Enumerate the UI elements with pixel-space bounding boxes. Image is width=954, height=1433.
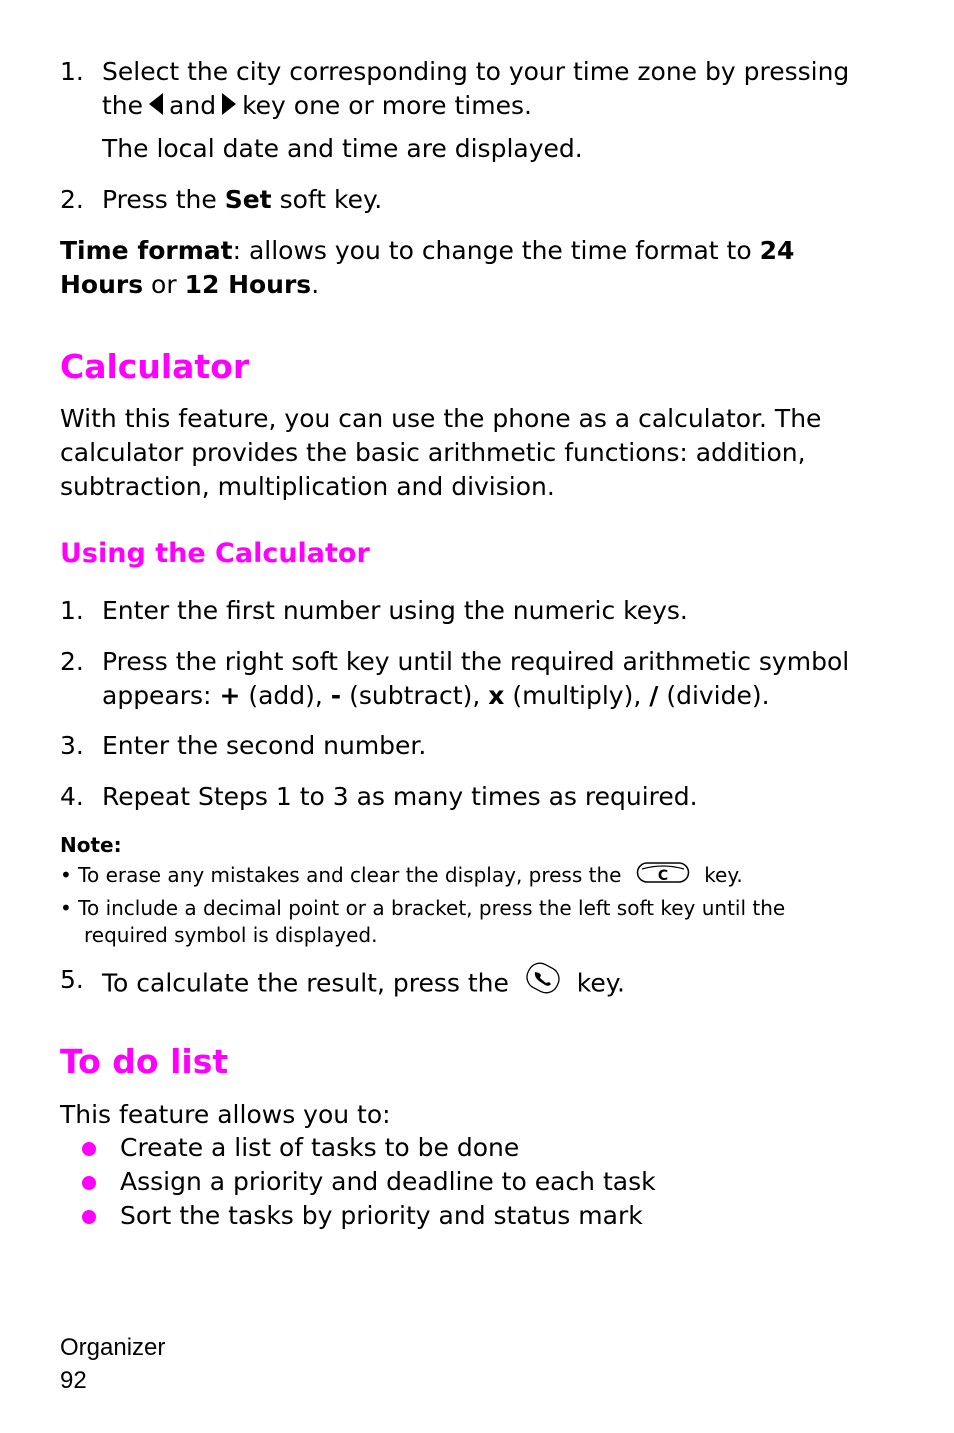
plus-symbol: + xyxy=(219,681,241,710)
calculator-heading: Calculator xyxy=(60,347,250,386)
page-number: 92 xyxy=(60,1367,87,1394)
multiply-symbol: x xyxy=(488,681,505,710)
step-text: To calculate the result, press the xyxy=(102,968,509,998)
list-item-text: Assign a priority and deadline to each task xyxy=(120,1167,656,1196)
send-key-icon xyxy=(525,961,563,1004)
add-text: (add), xyxy=(240,681,331,710)
footer-section-name: Organizer xyxy=(60,1334,166,1361)
step-number: 1. xyxy=(60,57,84,86)
note-text: key. xyxy=(704,863,743,887)
time-format-paragraph xyxy=(60,234,880,302)
option-24: 24 xyxy=(759,236,795,265)
step-subtext: The local date and time are displayed. xyxy=(102,134,583,163)
or-text: or xyxy=(143,270,185,299)
step-text: Press the xyxy=(102,185,225,214)
step-number: 3. xyxy=(60,731,84,760)
time-format-text: : allows you to change the time format to xyxy=(232,236,760,265)
step-text: soft key. xyxy=(271,185,383,214)
step-text-line1: Press the right soft key until the required arithmetic symbol xyxy=(102,647,850,676)
desc-line: With this feature, you can use the phone as a calculator. The xyxy=(60,404,822,433)
step-text-line1: Select the city corresponding to your time zone by pressing xyxy=(102,57,850,86)
todo-heading: To do list xyxy=(60,1042,229,1081)
option-hours: Hours xyxy=(60,270,144,299)
note-bullet-1 xyxy=(60,861,900,892)
left-arrow-key-icon xyxy=(149,93,163,115)
step-number: 2. xyxy=(60,185,84,214)
step-number: 1. xyxy=(60,596,84,625)
step-text-line2 xyxy=(102,89,902,123)
desc-line: calculator provides the basic arithmetic functions: addition, xyxy=(60,438,806,467)
step-number: 2. xyxy=(60,647,84,676)
note-title: Note: xyxy=(60,833,122,857)
using-calculator-heading: Using the Calculator xyxy=(60,538,370,569)
note-text: • To erase any mistakes and clear the display, press the xyxy=(60,863,622,887)
period: . xyxy=(311,270,320,299)
bullet-icon xyxy=(82,1142,96,1156)
step-text-rest: key one or more times. xyxy=(242,91,532,120)
set-key-label: Set xyxy=(224,185,272,214)
step-text-the: the xyxy=(102,91,144,120)
step-text: Enter the first number using the numeric keys. xyxy=(102,596,688,625)
time-format-label: Time format xyxy=(60,236,233,265)
list-item-text: Sort the tasks by priority and status mark xyxy=(120,1201,643,1230)
note-bullet-2-line1: • To include a decimal point or a bracket, press the left soft key until the xyxy=(60,896,786,920)
step-text: key. xyxy=(576,968,625,998)
option-12-hours: 12 Hours xyxy=(184,270,312,299)
step-text-and: and xyxy=(169,91,217,120)
multiply-text: (multiply), xyxy=(504,681,650,710)
page-footer xyxy=(60,1331,165,1397)
subtract-text: (subtract), xyxy=(341,681,489,710)
step-text: Enter the second number. xyxy=(102,731,427,760)
bullet-icon xyxy=(82,1210,96,1224)
todo-intro: This feature allows you to: xyxy=(60,1100,391,1129)
appears-text: appears: xyxy=(102,681,220,710)
step-text: Repeat Steps 1 to 3 as many times as required. xyxy=(102,782,698,811)
list-item-text: Create a list of tasks to be done xyxy=(120,1133,520,1162)
divide-symbol: / xyxy=(649,681,659,710)
divide-text: (divide). xyxy=(658,681,770,710)
note-bullet-2-line2: required symbol is displayed. xyxy=(84,923,378,947)
note-box xyxy=(60,832,900,949)
step-number: 5. xyxy=(60,965,84,994)
desc-line: subtraction, multiplication and division. xyxy=(60,472,555,501)
calculator-description xyxy=(60,402,900,504)
step-number: 4. xyxy=(60,782,84,811)
svg-text:C: C xyxy=(657,868,668,884)
right-arrow-key-icon xyxy=(222,93,236,115)
minus-symbol: - xyxy=(330,681,342,710)
step-text-line2 xyxy=(102,679,902,713)
clear-key-icon xyxy=(636,861,690,892)
bullet-icon xyxy=(82,1176,96,1190)
